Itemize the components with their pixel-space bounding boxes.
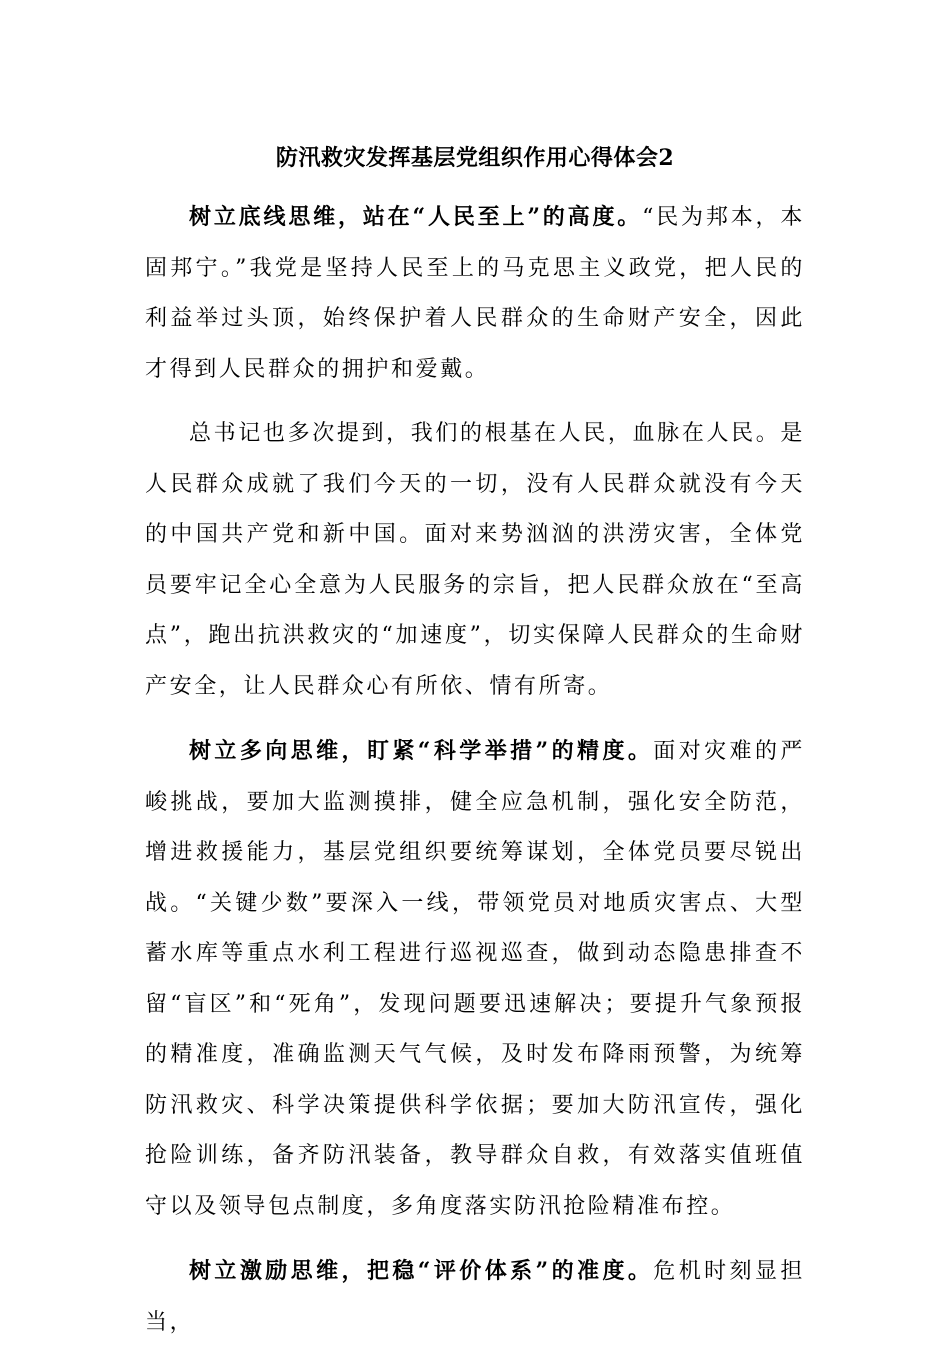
document-title: 防汛救灾发挥基层党组织作用心得体会2 [275, 145, 675, 171]
paragraph-2-body: 总书记也多次提到，我们的根基在人民，血脉在人民。是人民群众成就了我们今天的一切，没有人民群众就没有今天的中国共产党和新中国。面对来势汹汹的洪涝灾害，全体党员要牢记全心全意为人民服务的宗旨，把人民群众放在“至高点”，跑出抗洪救灾的“加速度”，切实保障人民群众的生命财产安全，让人民群众心有所依、情有所寄。 [145, 421, 805, 699]
paragraph-3 [145, 726, 805, 1232]
paragraph-1 [145, 192, 805, 395]
paragraph-1-lead: 树立底线思维，站在“人民至上”的高度。 [189, 204, 643, 230]
paragraph-2 [145, 409, 805, 712]
document-page [145, 140, 805, 1362]
paragraph-4 [145, 1246, 805, 1348]
paragraph-4-body: 危机时刻显担当， [145, 1259, 805, 1335]
paragraph-3-lead: 树立多向思维，盯紧“科学举措”的精度。 [189, 738, 654, 764]
paragraph-1-body: “民为邦本，本固邦宁。”我党是坚持人民至上的马克思主义政党，把人民的利益举过头顶，始终保护着人民群众的生命财产安全，因此才得到人民群众的拥护和爱戴。 [145, 205, 805, 382]
paragraph-4-lead: 树立激励思维，把稳“评价体系”的准度。 [189, 1258, 654, 1284]
paragraph-3-body: 面对灾难的严峻挑战，要加大监测摸排，健全应急机制，强化安全防范，增进救援能力，基层党组织要统筹谋划，全体党员要尽锐出战。“关键少数”要深入一线，带领党员对地质灾害点、大型蓄水库等重点水利工程进行巡视巡查，做到动态隐患排查不留“盲区”和“死角”，发现问题要迅速解决；要提升气象预报的精准度，准确监测天气气候，及时发布降雨预警，为统筹防汛救灾、科学决策提供科学依据；要加大防汛宣传，强化抢险训练，备齐防汛装备，教导群众自救，有效落实值班值守以及领导包点制度，多角度落实防汛抢险精准布控。 [145, 739, 805, 1219]
